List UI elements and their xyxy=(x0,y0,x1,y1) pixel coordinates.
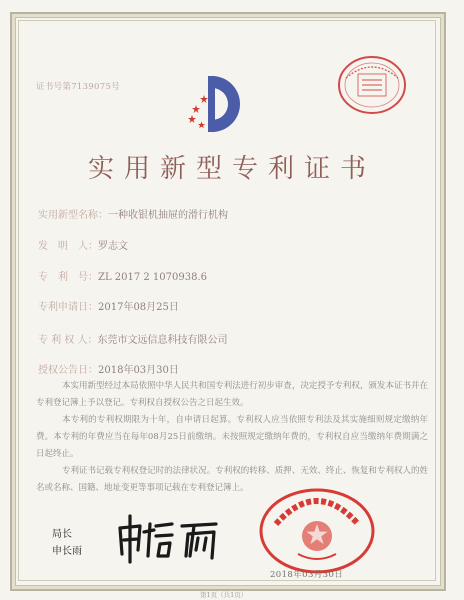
certificate-body xyxy=(36,378,428,497)
field-label: 专 利 号： xyxy=(38,272,98,283)
field-patentee xyxy=(38,331,228,346)
signatory-name: 申长雨 xyxy=(52,546,82,557)
patent-office-logo-icon xyxy=(182,68,254,140)
signatory-role: 局长 xyxy=(52,529,72,540)
field-label: 授权公告日： xyxy=(38,365,98,376)
handwritten-signature xyxy=(110,510,226,566)
seal-date: 2018年03月30日 xyxy=(270,570,344,580)
field-value: ZL 2017 2 1070938.6 xyxy=(98,272,208,283)
field-label: 发 明 人： xyxy=(38,241,98,252)
body-paragraph: 本实用新型经过本局依照中华人民共和国专利法进行初步审查，决定授予专利权，颁发本证书并在专利登记簿上予以登记。专利权自授权公告之日起生效。 xyxy=(36,381,428,408)
field-value: 东莞市文远信息科技有限公司 xyxy=(97,335,228,346)
field-value: 2018年03月30日 xyxy=(98,365,179,376)
field-utility-model-name xyxy=(38,206,228,221)
body-paragraph: 本专利的专利权期限为十年，自申请日起算。专利权人应当依照专利法及其实施细则规定缴纳年费。本专利的年费应当在每年08月25日前缴纳。未按照规定缴纳年费的，专利权自应当缴纳年费期满之日起终止。 xyxy=(36,415,428,459)
field-patent-number xyxy=(38,268,207,283)
official-seal-icon xyxy=(258,488,376,574)
field-label: 实用新型名称： xyxy=(38,210,108,221)
body-paragraph: 专利证书记载专利权登记时的法律状况。专利权的转移、质押、无效、终止、恢复和专利权人的姓名或名称、国籍、地址变更等事项记载在专利登记簿上。 xyxy=(36,466,428,493)
field-label: 专 利 权 人： xyxy=(38,335,98,346)
certificate-number: 证书号第7139075号 xyxy=(36,82,120,92)
page-number: 第1页（共1页） xyxy=(200,591,248,599)
certificate-title: 实用新型专利证书 xyxy=(87,154,376,184)
signatory-block xyxy=(52,526,82,560)
field-label: 专利申请日： xyxy=(38,302,98,313)
agency-stamp-icon xyxy=(336,54,408,116)
field-value: 2017年08月25日 xyxy=(98,302,179,313)
field-value: 罗志文 xyxy=(98,241,128,252)
field-inventor xyxy=(38,237,128,252)
field-grant-date xyxy=(38,361,179,376)
field-value: 一种收银机抽屉的滑行机构 xyxy=(108,210,228,221)
field-application-date xyxy=(38,298,179,313)
